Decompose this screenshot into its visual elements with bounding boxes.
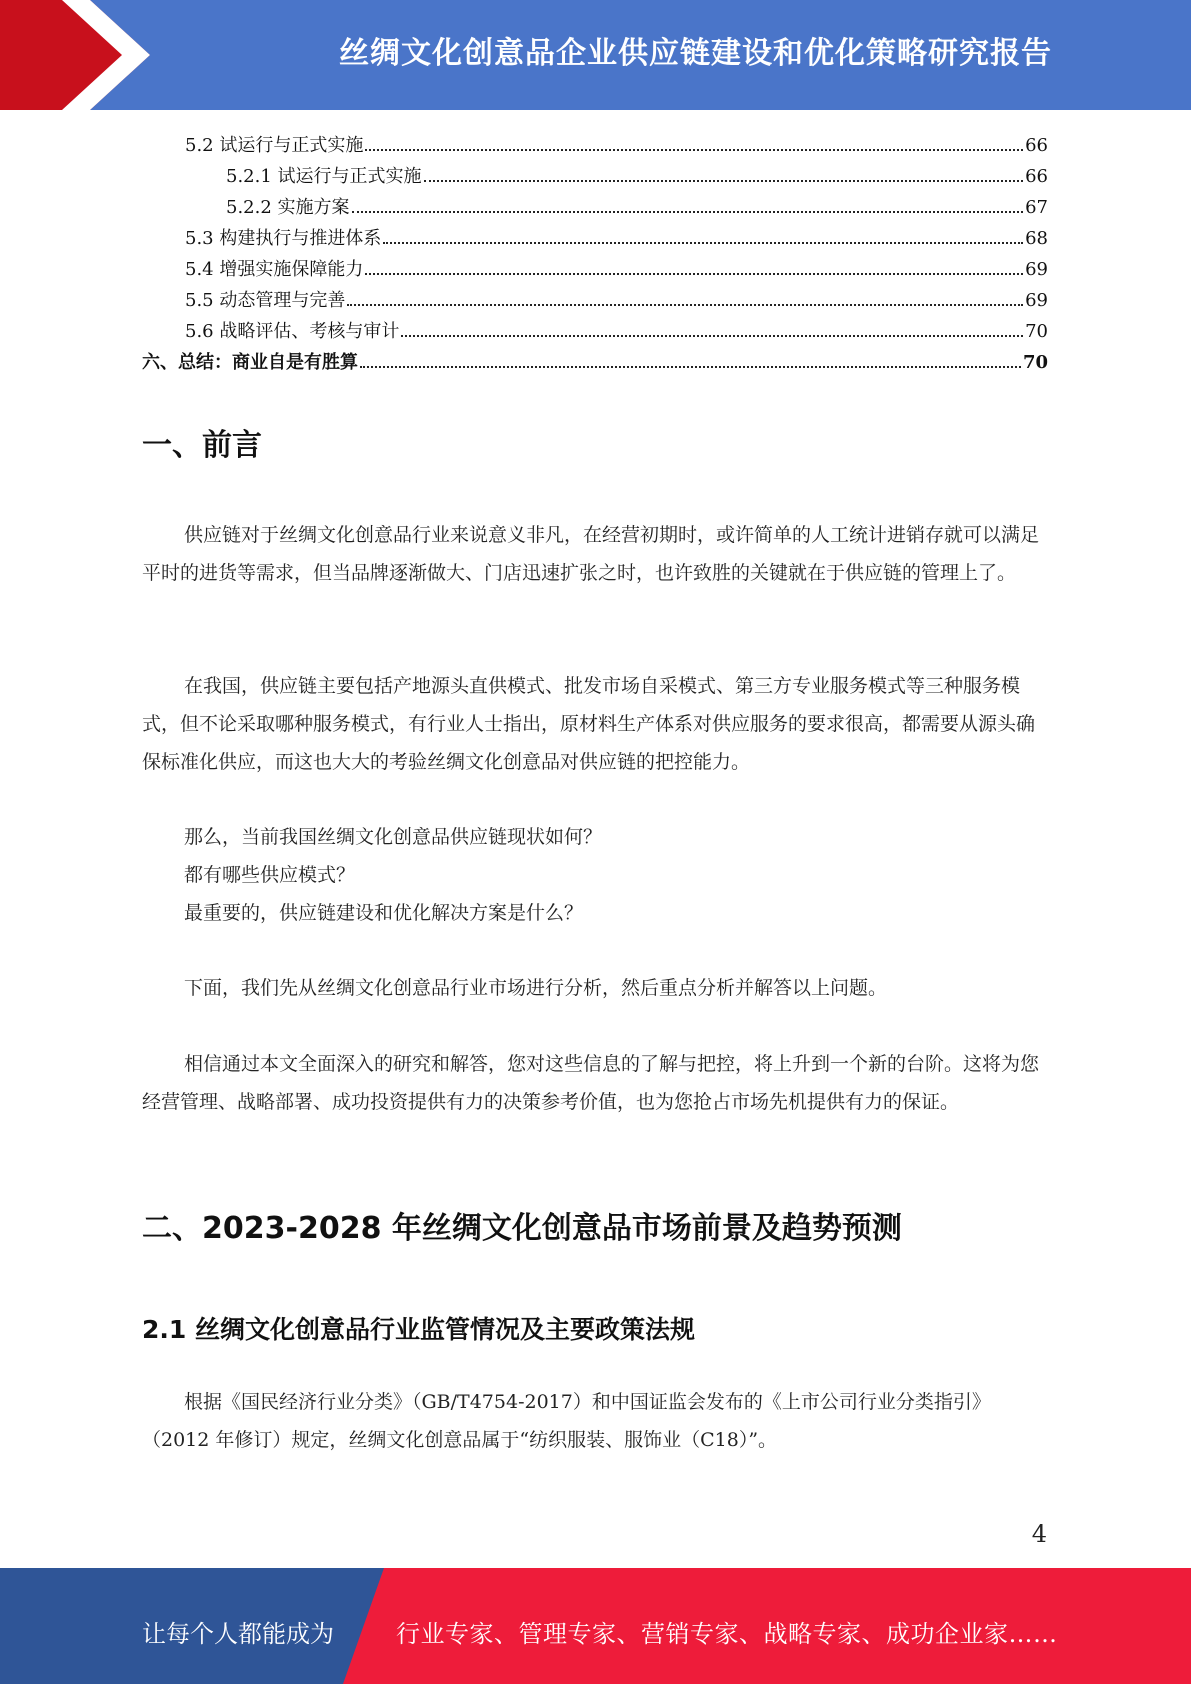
toc-entry-title: 5.2 试运行与正式实施 — [185, 135, 364, 156]
section-heading-market-outlook: 二、2023-2028 年丝绸文化创意品市场前景及趋势预测 — [142, 1211, 902, 1246]
paragraph-text: 根据《国民经济行业分类》（GB/T4754-2017）和中国证监会发布的《上市公司行业分类指引》（2012 年修订）规定，丝绸文化创意品属于“纺织服装、服饰业（C18）”。 — [142, 1391, 991, 1451]
question-line: 都有哪些供应模式？ — [184, 864, 356, 886]
toc-entry-page: 69 — [1025, 290, 1048, 311]
subsection-heading-regulation: 2.1 丝绸文化创意品行业监管情况及主要政策法规 — [142, 1315, 695, 1344]
toc-entry[interactable] — [142, 286, 1048, 317]
page-footer — [0, 1568, 1191, 1684]
paragraph — [142, 1045, 1048, 1121]
toc-entry-page: 66 — [1025, 135, 1048, 156]
toc-entry[interactable] — [142, 193, 1048, 224]
toc-entry-page: 68 — [1025, 228, 1048, 249]
toc-entry-title: 5.2.2 实施方案 — [226, 197, 350, 218]
toc-entry-page: 66 — [1025, 166, 1048, 187]
question-line: 最重要的，供应链建设和优化解决方案是什么？ — [184, 902, 584, 924]
toc-entry[interactable] — [142, 348, 1048, 379]
toc-entry-page: 70 — [1025, 321, 1048, 342]
page-header — [0, 0, 1191, 110]
toc-entry-title: 5.2.1 试运行与正式实施 — [226, 166, 422, 187]
toc-entry-title: 六、总结：商业自是有胜算 — [142, 352, 358, 373]
toc-entry-title: 5.5 动态管理与完善 — [185, 290, 346, 311]
toc-entry-title: 5.4 增强实施保障能力 — [185, 259, 364, 280]
table-of-contents — [142, 131, 1048, 379]
page-number: 4 — [1031, 1520, 1047, 1548]
paragraph — [142, 516, 1048, 592]
footer-slogan-right: 行业专家、管理专家、营销专家、战略专家、成功企业家…… — [396, 1620, 1058, 1648]
footer-slogan-left: 让每个人都能成为 — [142, 1620, 334, 1648]
toc-entry[interactable] — [142, 317, 1048, 348]
paragraph-text: 在我国，供应链主要包括产地源头直供模式、批发市场自采模式、第三方专业服务模式等三种服务模式，但不论采取哪种服务模式，有行业人士指出，原材料生产体系对供应服务的要求很高，都需要从源头确保标准化供应，而这也大大的考验丝绸文化创意品对供应链的把控能力。 — [142, 675, 1036, 773]
toc-entry-title: 5.3 构建执行与推进体系 — [185, 228, 382, 249]
question-line: 那么，当前我国丝绸文化创意品供应链现状如何？ — [184, 826, 603, 848]
question-list — [142, 818, 1048, 932]
paragraph-text: 下面，我们先从丝绸文化创意品行业市场进行分析，然后重点分析并解答以上问题。 — [184, 977, 888, 999]
paragraph — [142, 1383, 1048, 1459]
toc-entry-page: 67 — [1025, 197, 1048, 218]
section-heading-preface: 一、前言 — [142, 428, 262, 463]
report-title: 丝绸文化创意品企业供应链建设和优化策略研究报告 — [339, 36, 1052, 71]
toc-entry[interactable] — [142, 131, 1048, 162]
paragraph-text: 相信通过本文全面深入的研究和解答，您对这些信息的了解与把控，将上升到一个新的台阶。这将为您经营管理、战略部署、成功投资提供有力的决策参考价值，也为您抢占市场先机提供有力的保证。 — [142, 1053, 1040, 1113]
paragraph — [142, 667, 1048, 781]
toc-entry[interactable] — [142, 162, 1048, 193]
paragraph — [142, 969, 1048, 1007]
toc-entry[interactable] — [142, 255, 1048, 286]
paragraph-text: 供应链对于丝绸文化创意品行业来说意义非凡，在经营初期时，或许简单的人工统计进销存就可以满足平时的进货等需求，但当品牌逐渐做大、门店迅速扩张之时，也许致胜的关键就在于供应链的管理上了。 — [142, 524, 1040, 584]
toc-entry-page: 70 — [1022, 352, 1048, 373]
toc-entry[interactable] — [142, 224, 1048, 255]
toc-entry-page: 69 — [1025, 259, 1048, 280]
toc-entry-title: 5.6 战略评估、考核与审计 — [185, 321, 400, 342]
